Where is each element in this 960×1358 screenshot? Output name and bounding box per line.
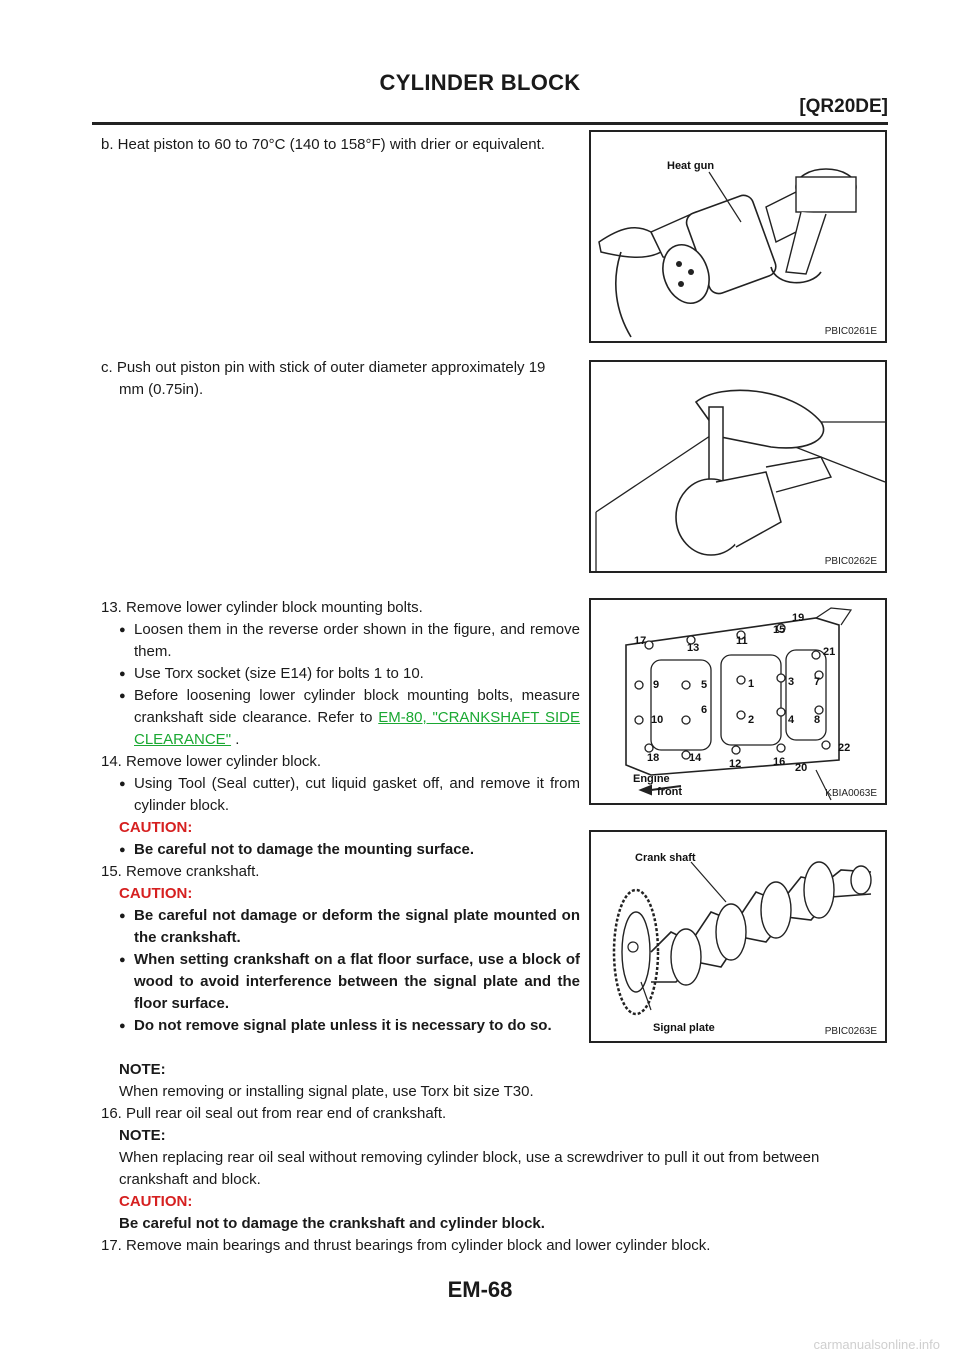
piston-pin-illustration xyxy=(591,362,885,571)
engine-front-label-line2: front xyxy=(657,786,683,798)
step-15-caution-2: When setting crankshaft on a flat floor surface, use a block of wood to avoid interference between the signal plate and the floor surface. xyxy=(134,951,580,1012)
step-15-text: 15. Remove crankshaft. xyxy=(101,863,260,880)
section-code: [QR20DE] xyxy=(799,96,888,117)
figure-code: PBIC0261E xyxy=(824,326,877,337)
bolt-number: 15 xyxy=(773,624,786,636)
bolt-number: 21 xyxy=(823,646,836,658)
step-13-text: 13. Remove lower cylinder block mounting bolts. xyxy=(101,599,423,616)
bullet-icon: ● xyxy=(119,624,126,636)
bolt-number: 11 xyxy=(736,635,748,647)
step-16-note-label: NOTE: xyxy=(119,1127,166,1144)
bolt-number: 1 xyxy=(748,678,755,690)
step-16-caution-label: CAUTION: xyxy=(119,1193,193,1210)
bolt-number: 17 xyxy=(634,635,647,647)
bullet-icon: ● xyxy=(119,954,126,966)
figure-push-piston-pin xyxy=(589,360,887,573)
step-17-text: 17. Remove main bearings and thrust bearings from cylinder block and lower cylinder block. xyxy=(101,1237,711,1254)
step-c-text-line1: c. Push out piston pin with stick of outer diameter approximately 19 xyxy=(101,359,546,376)
bolt-number: 5 xyxy=(701,679,708,691)
step-15-note: When removing or installing signal plate, use Torx bit size T30. xyxy=(119,1083,534,1100)
figure-bolt-order xyxy=(589,598,887,805)
bullet-icon: ● xyxy=(119,844,126,856)
bolt-number: 13 xyxy=(687,642,700,654)
page-number: EM-68 xyxy=(447,1277,513,1302)
bolt-number: 7 xyxy=(814,676,821,688)
bolt-number: 3 xyxy=(788,676,795,688)
heat-gun-label: Heat gun xyxy=(667,160,715,172)
step-16-caution: Be careful not to damage the crankshaft and cylinder block. xyxy=(119,1215,545,1232)
step-13-bullet-3 xyxy=(134,685,580,751)
bullet-icon: ● xyxy=(119,1020,126,1032)
step-13-bullet-3-text: Before loosening lower cylinder block mounting bolts, measure crankshaft side clearance. Refer to xyxy=(134,687,580,726)
bolt-number: 2 xyxy=(748,714,755,726)
step-13-bullet-1: Loosen them in the reverse order shown in the figure, and remove them. xyxy=(134,621,580,660)
page-title: CYLINDER BLOCK xyxy=(379,70,581,95)
step-b-text: b. Heat piston to 60 to 70°C (140 to 158°F) with drier or equivalent. xyxy=(101,136,545,153)
bolt-number: 19 xyxy=(792,612,805,624)
bolt-number: 10 xyxy=(651,714,664,726)
figure-code: KBIA0063E xyxy=(825,788,877,799)
bolt-number: 14 xyxy=(689,752,702,764)
heat-gun-illustration xyxy=(591,132,885,341)
step-14-text: 14. Remove lower cylinder block. xyxy=(101,753,322,770)
bolt-number: 16 xyxy=(773,756,786,768)
figure-code: PBIC0262E xyxy=(824,556,877,567)
step-15-caution-1: Be careful not damage or deform the signal plate mounted on the crankshaft. xyxy=(134,907,580,946)
step-c-text-line2: mm (0.75in). xyxy=(119,381,204,398)
step-15-note-label: NOTE: xyxy=(119,1061,166,1078)
bolt-number: 22 xyxy=(838,742,851,754)
figure-crankshaft xyxy=(589,830,887,1043)
bullet-icon: ● xyxy=(119,668,126,680)
engine-front-label-line1: Engine xyxy=(633,773,670,785)
bullet-icon: ● xyxy=(119,910,126,922)
signal-plate-label: Signal plate xyxy=(653,1022,715,1034)
figure-heat-gun xyxy=(589,130,887,343)
bolt-number: 20 xyxy=(795,762,808,774)
step-14-caution-1: Be careful not to damage the mounting surface. xyxy=(134,841,475,858)
step-14-caution-label: CAUTION: xyxy=(119,819,193,836)
bolt-number: 9 xyxy=(653,679,660,691)
step-15-caution-3: Do not remove signal plate unless it is necessary to do so. xyxy=(134,1017,552,1034)
step-15-caution-label: CAUTION: xyxy=(119,885,193,902)
bolt-number: 6 xyxy=(701,704,708,716)
figure-code: PBIC0263E xyxy=(824,1026,877,1037)
bullet-icon: ● xyxy=(119,778,126,790)
step-14-bullet-1: Using Tool (Seal cutter), cut liquid gasket off, and remove it from cylinder block. xyxy=(134,775,580,814)
bolt-number: 12 xyxy=(729,758,742,770)
bolt-number: 4 xyxy=(788,714,795,726)
step-13-bullet-2: Use Torx socket (size E14) for bolts 1 to 10. xyxy=(134,665,424,682)
bolt-number: 18 xyxy=(647,752,660,764)
step-13-bullet-3-end: . xyxy=(231,731,240,748)
footer-watermark: carmanualsonline.info xyxy=(813,1337,940,1352)
crankshaft-side-clearance-link[interactable]: EM-80, "CRANKSHAFT SIDE CLEARANCE" xyxy=(134,709,581,748)
bolt-number: 8 xyxy=(814,714,821,726)
step-16-note: When replacing rear oil seal without removing cylinder block, use a screwdriver to pull it out from between crankshaft and block. xyxy=(119,1149,820,1188)
step-16-text: 16. Pull rear oil seal out from rear end of crankshaft. xyxy=(101,1105,447,1122)
header-divider xyxy=(92,122,888,125)
bullet-icon: ● xyxy=(119,690,126,702)
crank-shaft-label: Crank shaft xyxy=(635,852,696,864)
